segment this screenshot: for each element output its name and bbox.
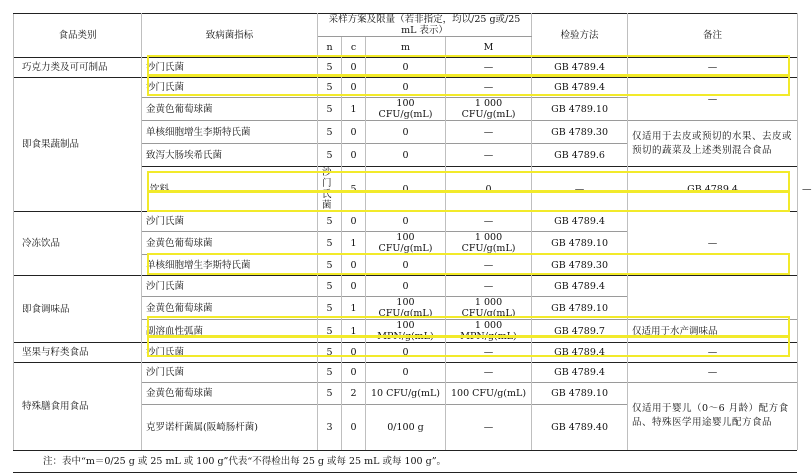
header-remark: 备注 [628,14,798,58]
n-cell: 5 [318,98,342,121]
M-cell: — [532,167,628,212]
M-cell: — [446,363,532,383]
M-cell: 1 000 CFU/g(mL) [446,297,532,320]
category-cell: 坚果与籽类食品 [14,343,142,363]
m-cell: 100 CFU/g(mL) [366,232,446,255]
pathogen-limits-table [13,13,812,450]
indicator-cell: 克罗诺杆菌属(阪崎肠杆菌) [142,405,318,450]
c-cell: 1 [342,320,366,343]
remark-cell: — [628,58,798,78]
M-cell: — [446,78,532,98]
remark-cell: — [628,363,798,383]
c-cell: 1 [342,297,366,320]
M-cell: — [446,255,532,276]
table-row [14,343,798,363]
M-cell: — [446,121,532,144]
n-cell: 5 [318,121,342,144]
table-row [14,363,798,383]
m-cell: 100 CFU/g(mL) [366,98,446,121]
method-cell: GB 4789.4 [532,363,628,383]
c-cell: 0 [366,167,446,212]
c-cell: 1 [342,232,366,255]
header-M: M [446,37,532,58]
m-cell: 10 CFU/g(mL) [366,383,446,405]
M-cell: — [446,276,532,297]
M-cell: 100 CFU/g(mL) [446,383,532,405]
method-cell: GB 4789.6 [532,144,628,167]
m-cell: 0 [366,276,446,297]
c-cell: 0 [342,58,366,78]
n-cell: 5 [318,276,342,297]
M-cell: 1 000 CFU/g(mL) [446,98,532,121]
category-cell: 巧克力类及可可制品 [14,58,142,78]
indicator-cell: 沙门氏菌 [142,212,318,232]
header-indicator: 致病菌指标 [142,14,318,58]
category-cell: 即食果蔬制品 [14,78,142,212]
indicator-cell: 金黄色葡萄球菌 [142,297,318,320]
remark-cell: — [628,343,798,363]
m-cell: 100 MPN/g(mL) [366,320,446,343]
indicator-cell: 致泻大肠埃希氏菌 [142,144,318,167]
c-cell: 0 [342,276,366,297]
header-c: c [342,37,366,58]
remark-cell: 仅适用于水产调味品 [628,320,798,343]
method-cell: GB 4789.4 [532,212,628,232]
table-row [14,78,798,98]
n-cell: 5 [318,212,342,232]
method-cell: GB 4789.4 [628,167,798,212]
indicator-cell: 沙门氏菌 [318,167,342,212]
table-row: 饮料 沙门氏菌 5 0 0 — GB 4789.4 — [14,167,798,212]
method-cell: GB 4789.40 [532,405,628,450]
m-cell: 0 [366,121,446,144]
m-cell: 0 [366,363,446,383]
method-cell: GB 4789.30 [532,121,628,144]
table-row [14,212,798,232]
n-cell: 5 [318,58,342,78]
n-cell: 5 [318,297,342,320]
n-cell: 5 [318,320,342,343]
indicator-cell: 沙门氏菌 [142,78,318,98]
method-cell: GB 4789.30 [532,255,628,276]
indicator-cell: 金黄色葡萄球菌 [142,383,318,405]
m-cell: 100 CFU/g(mL) [366,297,446,320]
method-cell: GB 4789.4 [532,78,628,98]
remark-cell: — [628,78,798,121]
method-cell: GB 4789.10 [532,383,628,405]
n-cell: 5 [318,383,342,405]
header-n: n [318,37,342,58]
c-cell: 0 [342,144,366,167]
c-cell: 0 [342,121,366,144]
indicator-cell: 单核细胞增生李斯特氏菌 [142,121,318,144]
category-cell: 饮料 [142,167,318,212]
m-cell: 0 [366,212,446,232]
m-cell: 0 [446,167,532,212]
remark-cell [628,276,798,320]
method-cell: GB 4789.4 [532,58,628,78]
n-cell: 5 [318,343,342,363]
table-header-row-1 [14,14,798,37]
M-cell: — [446,58,532,78]
indicator-cell: 金黄色葡萄球菌 [142,98,318,121]
indicator-cell: 单核细胞增生李斯特氏菌 [142,255,318,276]
m-cell: 0 [366,255,446,276]
n-cell: 5 [342,167,366,212]
c-cell: 0 [342,343,366,363]
method-cell: GB 4789.10 [532,297,628,320]
n-cell: 5 [318,78,342,98]
m-cell: 0 [366,78,446,98]
indicator-cell: 金黄色葡萄球菌 [142,232,318,255]
c-cell: 1 [342,98,366,121]
method-cell: GB 4789.4 [532,343,628,363]
n-cell: 5 [318,232,342,255]
method-cell: GB 4789.4 [532,276,628,297]
indicator-cell: 沙门氏菌 [142,58,318,78]
indicator-cell: 副溶血性弧菌 [142,320,318,343]
m-cell: 0 [366,58,446,78]
header-m: m [366,37,446,58]
header-category: 食品类别 [14,14,142,58]
M-cell: — [446,405,532,450]
method-cell: GB 4789.10 [532,98,628,121]
n-cell: 3 [318,405,342,450]
table-row [14,58,798,78]
n-cell: 5 [318,255,342,276]
c-cell: 0 [342,78,366,98]
method-cell: GB 4789.10 [532,232,628,255]
m-cell: 0/100 g [366,405,446,450]
category-cell: 冷冻饮品 [14,212,142,276]
M-cell: 1 000 MPN/g(mL) [446,320,532,343]
remark-cell: 仅适用于去皮或预切的水果、去皮或预切的蔬菜及上述类别混合食品 [628,121,798,167]
remark-cell: 仅适用于婴儿（0～6 月龄）配方食品、特殊医学用途婴儿配方食品 [628,383,798,450]
indicator-cell: 沙门氏菌 [142,343,318,363]
microbial-limits-document [13,13,812,473]
m-cell: 0 [366,343,446,363]
remark-cell: — [628,212,798,276]
c-cell: 0 [342,212,366,232]
c-cell: 0 [342,363,366,383]
m-cell: 0 [366,144,446,167]
header-sampling-plan: 采样方案及限量（若非指定，均以/25 g或/25 mL 表示） [318,14,532,37]
n-cell: 5 [318,363,342,383]
table-footnote: 注：表中“m＝0/25 g 或 25 mL 或 100 g”代表“不得检出每 25 g 或每 25 mL 或每 100 g”。 [13,450,797,473]
n-cell: 5 [318,144,342,167]
table-row [14,276,798,297]
category-cell: 特殊膳食用食品 [14,363,142,450]
header-method: 检验方法 [532,14,628,58]
indicator-cell: 沙门氏菌 [142,276,318,297]
M-cell: — [446,343,532,363]
category-cell: 即食调味品 [14,276,142,343]
M-cell: — [446,144,532,167]
c-cell: 0 [342,405,366,450]
indicator-cell: 沙门氏菌 [142,363,318,383]
M-cell: — [446,212,532,232]
c-cell: 0 [342,255,366,276]
c-cell: 2 [342,383,366,405]
M-cell: 1 000 CFU/g(mL) [446,232,532,255]
method-cell: GB 4789.7 [532,320,628,343]
